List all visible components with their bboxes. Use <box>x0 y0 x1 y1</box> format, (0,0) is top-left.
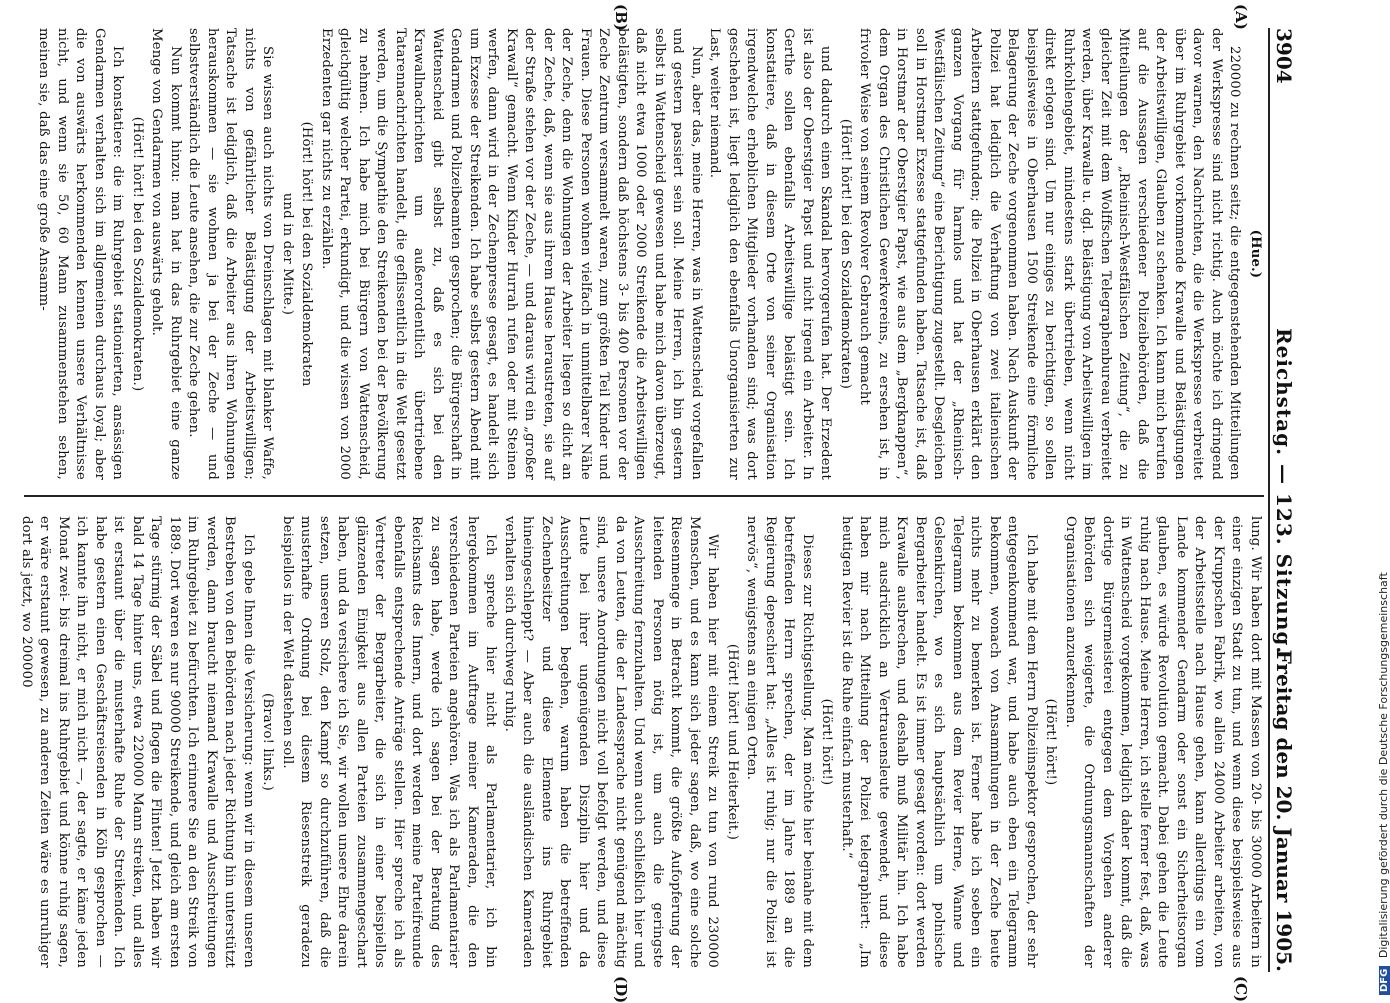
interjection: (Hört! hört! und Heiterkeit.) <box>725 643 740 841</box>
margin-marker-d: (D) <box>612 976 630 1003</box>
digitization-credit-inner <box>1377 572 1390 995</box>
column-divider <box>24 495 1264 497</box>
right-column <box>18 516 1264 968</box>
paragraph: und dadurch einen Skandal hervorgerufen hat. Der Erzedent ist also der Oberstgier Papst und nicht irgend ein Arbeiter. In Gerthe sollen ebenfalls Arbeitswillige belästigt sein. Ich konstatiere, daß in diesem Orte von seiner Organisation irgendwelche erheblichen Mitglieder vorhanden sind; was dort geschehen ist, liegt lediglich den ebenfalls Unorganisierten zur Last, weiter niemand. <box>707 28 834 480</box>
paragraph: Sie wissen auch nichts von Dreinschlagen mit blanker Waffe, nichts von gefährlicher Belästigung der Arbeitswilligen; Tatsache ist lediglich, daß die Arbeiter aus ihren Wohnungen herauskommen — sie wohnen ja bei der Zeche — und selbstverständlich die Leute ansehen, die zur Zeche gehen. <box>186 28 276 480</box>
page-header <box>1268 28 1300 972</box>
interjection: (Bravo! links.) <box>260 693 276 791</box>
paragraph: Nun, aber das, meine Herren, was in Wattenscheid vorgefallen und gestern passiert sein soll. Meine Herren, ich bin gestern selbst in Wattenscheid gewesen und habe mich davon überzeugt, daß nicht etwa 1000 oder 2000 Streikende die Arbeitswilligen belästigten, sondern daß höchstens 3- bis 400 Personen vor der Zeche Zentrum versammelt waren, zum größten Teil Kinder und Frauen. Diese Personen wohnen vielfach in unmittelbarer Nähe der Zeche, denn die Wohnungen der Arbeiter liegen so dicht an der Zeche, daß, wenn sie aus ihrem Hause heraustreten, sie auf der Straße stehen vor der Zeche, — und daraus wird ein „großer Krawall“ gemacht. Wenn Kinder Hurrah rufen oder mit Steinen werfen, dann wird in der Zechenpresse gesagt, es handelt sich um Exzesse der Streikenden. Ich habe selbst gestern Abend mit Gendarmen und Polizeibeamten gesprochen; die Bürgerschaft in Wattenscheid gibt selbst zu, daß es sich bei den Krawallnachrichten um außerordentlich übertriebene Tatarennachrichten handelt, die geflissentlich in die Welt gesetzt werden, um die Sympathie den Streikenden bei der Bevölkerung zu nehmen. Ich habe mich bei Bürgern von Wattenscheid, gleichgültig welcher Partei, erkundigt, und die wissen von 2000 Erzedenten gar nichts zu erzählen. <box>319 28 704 480</box>
header-date: Freitag den 20. Januar 1905. <box>1272 649 1296 972</box>
interjection: (Hört! hört! bei den Sozialdemokraten.) <box>130 116 145 392</box>
paragraph: Wir haben hier mit einem Streik zu tun von rund 230000 Menschen, und es kann sich jeder sagen, daß, wo eine solche Riesenmenge in Betracht kommt, die größte Aufopferung der leitenden Personen nötig ist, um auch die geringste Ausschreitung fernzuhalten. Und wenn auch schließlich hier und da von Leuten, die der Landessprache nicht genügend mächtig sind, unsere Anordnungen nicht voll befolgt werden, und diese Leute bei ihrer ungenügenden Disziplin hier und da Ausschreitungen begehen, warum haben die betreffenden Zechenbesitzer und diese Elemente ins Ruhrgebiet hineingeschleppt? — Aber auch die ausländischen Kameraden verhalten sich durchweg ruhig. <box>502 516 721 968</box>
paragraph: Ich spreche hier nicht als Parlamentarier, ich bin hergekommen im Auftrage meiner Kameraden, die den verschiedenen Parteien angehören. Was ich als Parlamentarier zu sagen habe, werde ich sagen bei der Beratung des Reichsamts des Innern, und dort werden meine Parteifreunde ebenfalls entsprechende Anträge stellen. Hier spreche ich als Vertreter der Bergarbeiter, die sich in einer beispiellos glänzenden Einigkeit aus allen Parteien zusammengeschart haben, und da versichere ich Sie, wir wollen unsere Ehre darein setzen, unseren Stolz, den Kampf so durchzuführen, daß die musterhafte Ordnung bei diesem Riesenstreik geradezu beispiellos in der Welt dastehen soll. <box>280 516 499 968</box>
header-title: Reichstag. — 123. Sitzung. <box>1272 328 1296 655</box>
interjection: und in der Mitte.) <box>280 192 295 316</box>
paragraph: 220000 zu rechnen seitz; die entgegenstehenden Mitteilungen der Werkspresse sind nicht richtig. Auch möchte ich dringend davor warnen, den Nachrichten, die die Werkspresse verbreitet über im Ruhrgebiet vorkommende Krawalle und Belästigungen der Arbeitswilligen, Glauben zu schenken. Ich kann mich berufen auf die Aussagen verschiedener Polizeibehörden, daß die Mitteilungen der „Rheinisch-Westfälischen Zeitung“, die zu gleicher Zeit mit dem Wolffschen Telegraphenbureau verbreitet werden, über Krawalle u. dgl. Belästigung von Arbeitswilligen im Ruhrkohlengebiet, mindestens stark übertrieben, wenn nicht direkt erlogen sind. Um nur einiges zu berichtigen, so sollen beispielsweise in Oberhausen 1500 Streikende eine förmliche Belagerung der Zeche vorgenommen haben. Nach Auskunft der Polizei hat lediglich die Verhaftung von zwei italienischen Arbeitern stattgefunden; die Polizei in Oberhausen erklärt den ganzen Vorgang für harmlos und hat der „Rheinisch-Westfälischen Zeitung“ eine Berichtigung zugestellt. Desgleichen soll in Horstmar Exzesse stattgefunden haben. Tatsache ist, daß in Horstmar der Oberstgier Papst, wie aus dem „Bergknappen“, dem Organ des Christlichen Gewerkvereins, zu ersehen ist, in frivoler Weise von seinem Revolver Gebrauch gemacht <box>857 28 1243 480</box>
margin-marker-a: (A) <box>1232 4 1250 30</box>
margin-marker-b: (B) <box>612 4 630 31</box>
dfg-logo: DFG <box>1379 966 1390 995</box>
left-column <box>18 28 1264 480</box>
digitization-credit <box>1362 0 1390 1000</box>
digitization-credit-text: Digitalisierung gefördert durch die Deutsche Forschungsgemeinschaft <box>1377 572 1390 959</box>
interjection: (Hört! hört!) <box>819 698 835 786</box>
paragraph: Ich konstatiere: die im Ruhrgebiet stationierten, ansässigen Gendarmen verhalten sich im allgemeinen durchaus loyal; aber die von auswärts herkommenden kennen unsere Verhältnisse nicht, und wenn sie 50, 60 Mann zusammenstehen sehen, meinen sie, daß das eine große Ansamm- <box>36 28 126 480</box>
paragraph: Nun kommt hinzu: man hat in das Ruhrgebiet eine ganze Menge von Gendarmen von auswärts geholt. <box>149 28 183 480</box>
paragraph: Dieses zur Richtigstellung. Man möchte hier beinahe mit dem betreffenden Herrn sprechen, der im Jahre 1889 an die Regierung depeschiert hat: „Alles ist ruhig; nur die Polizei ist nervös“, wenigstens an einigen Orten. <box>744 516 815 968</box>
margin-marker-c: (C) <box>1232 976 1250 1003</box>
interjection: (Hört! hört! bei den Sozialdemokraten) <box>838 118 853 390</box>
interjection: (Hört! hört! bei den Sozialdemokraten <box>299 121 315 387</box>
page-number: 3904 <box>1272 28 1296 84</box>
interjection: (Hört! hört!) <box>1043 698 1059 786</box>
paragraph: lung. Wir haben dort mit Massen von 20- bis 30000 Arbeitern in einer einzigen Stadt zu tun, und wenn diese beispielsweise aus der Kruppschen Fabrik, wo allein 24000 Arbeiter arbeiten, von der Arbeitsstelle nach Hause gehen, kann allerdings ein vom Lande kommender Gendarm oder sonst ein Sicherheitsorgan glauben, es würde Revolution gemacht. Dabei gehen die Leute ruhig nach Hause. Meine Herren, ich stelle ferner fest, daß, was in Wattenscheid vorgekommen, lediglich daher kommt, daß die dortige Bürgermeisterei entgegen dem Vorgehen anderer Behörden sich weigerte, die Ordnungsmannschaften der Organisationen anzuerkennen. <box>1063 516 1263 968</box>
speaker-label: (Hue.) <box>1248 229 1263 279</box>
paragraph: Ich habe mit dem Herrn Polizeiinspektor gesprochen, der sehr entgegenkommend war, und habe auch eben ein Telegramm bekommen, wonach von Ansammlungen in der Zeche heute nichts mehr zu bemerken ist. Ferner habe ich soeben ein Telegramm bekommen aus dem Revier Herne, Wanne und Gelsenkirchen, wo es sich hauptsächlich um polnische Bergarbeiter handelt. Es ist immer gesagt worden: dort werden Krawalle ausbrechen, und deshalb muß Militär hin. Ich habe mich ausdrücklich an Vertrauensleute gewendet, und diese haben mir nach Mitteilung der Polizei telegraphiert: „Im heutigen Revier ist die Ruhe einfach musterhaft.“ <box>839 516 1039 968</box>
paragraph: Ich gebe Ihnen die Versicherung: wenn wir in diesem unseren Bestreben von den Behörden nach jeder Richtung hin unterstützt werden, dann braucht niemand Krawalle und Ausschreitungen im Ruhrgebiet zu befürchten. Ich erinnere Sie an den Streik von 1889. Dort waren es nur 90000 Streikende, und gleich am ersten Tage stürmig der Säbel und flogen die Flinten! Jetzt haben wir bald 14 Tage hinter uns, etwa 220000 Mann streiken, und alles ist erstaunt über die musterhafte Ruhe der Streikenden. Ich habe gestern einen Geschäftsreisenden in Köln gesprochen — ich kannte ihn nicht, er mich nicht —, der sagte, er käme jeden Monat zwei- bis dreimal ins Ruhrgebiet und könne ruhig sagen, er wäre erstaunt gewesen, zu anderen Zeiten wäre es unruhiger dort als jetzt, wo 200000 <box>19 516 256 968</box>
